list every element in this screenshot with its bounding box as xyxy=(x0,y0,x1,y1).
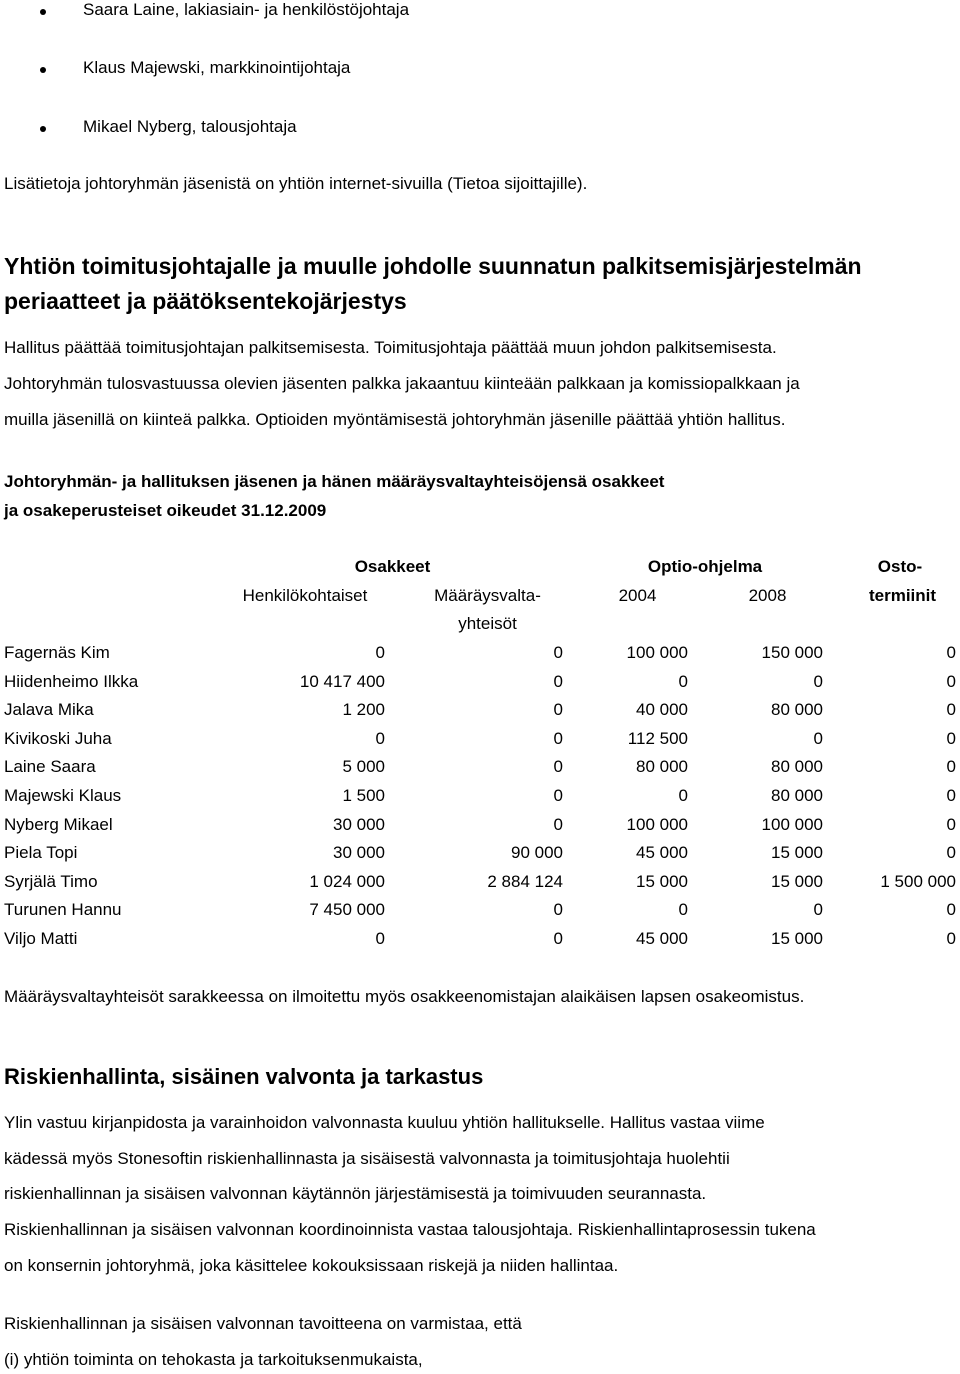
paragraph-line: muilla jäsenillä on kiinteä palkka. Optioiden myöntämisestä johtoryhmän jäsenille päättää yhtiön hallitus. xyxy=(4,410,786,429)
cell-2008: 15 000 xyxy=(771,843,823,862)
cell-2004: 112 500 xyxy=(627,729,688,748)
cell-controlled: 90 000 xyxy=(511,843,563,862)
cell-2008: 100 000 xyxy=(761,815,823,834)
table-note: Määräysvaltayhteisöt sarakkeessa on ilmoitettu myös osakkeenomistajan alaikäisen lapsen osakeomistus. xyxy=(4,987,805,1006)
cell-personal: 30 000 xyxy=(333,815,385,834)
cell-2004: 40 000 xyxy=(636,700,688,719)
cell-2008: 150 000 xyxy=(761,643,823,662)
cell-forwards: 1 500 000 xyxy=(880,872,956,891)
cell-personal: 0 xyxy=(375,643,385,662)
cell-name: Turunen Hannu xyxy=(4,900,122,919)
header-controlled: yhteisöt xyxy=(458,614,517,633)
cell-personal: 30 000 xyxy=(333,843,385,862)
cell-personal: 7 450 000 xyxy=(309,900,385,919)
cell-2004: 80 000 xyxy=(636,757,688,776)
cell-2004: 100 000 xyxy=(626,643,688,662)
cell-personal: 1 500 xyxy=(342,786,385,805)
cell-name: Fagernäs Kim xyxy=(4,643,110,662)
cell-2008: 15 000 xyxy=(771,929,823,948)
list-item: Klaus Majewski, markkinointijohtaja xyxy=(83,58,351,77)
paragraph-line: Riskienhallinnan ja sisäisen valvonnan koordinoinnista vastaa talousjohtaja. Riskienhallintaprosessin tukena xyxy=(4,1220,816,1239)
cell-forwards: 0 xyxy=(946,815,956,834)
cell-forwards: 0 xyxy=(946,786,956,805)
paragraph-line: Hallitus päättää toimitusjohtajan palkitsemisesta. Toimitusjohtaja päättää muun johdon palkitsemisesta. xyxy=(4,338,777,357)
paragraph-line: Johtoryhmän tulosvastuussa olevien jäsenten palkka jakaantuu kiinteään palkkaan ja komissiopalkkaan ja xyxy=(4,374,800,393)
cell-2008: 80 000 xyxy=(771,757,823,776)
cell-controlled: 0 xyxy=(553,929,563,948)
cell-forwards: 0 xyxy=(946,672,956,691)
cell-forwards: 0 xyxy=(946,900,956,919)
cell-name: Hiidenheimo Ilkka xyxy=(4,672,139,691)
paragraph-line: on konsernin johtoryhmä, joka käsittelee kokouksissaan riskejä ja niiden hallintaa. xyxy=(4,1256,619,1275)
cell-controlled: 0 xyxy=(553,729,563,748)
cell-2004: 15 000 xyxy=(636,872,688,891)
cell-name: Kivikoski Juha xyxy=(4,729,112,748)
list-item: Mikael Nyberg, talousjohtaja xyxy=(83,117,297,136)
cell-forwards: 0 xyxy=(946,729,956,748)
cell-controlled: 0 xyxy=(553,700,563,719)
cell-controlled: 0 xyxy=(553,900,563,919)
cell-2008: 15 000 xyxy=(771,872,823,891)
cell-name: Viljo Matti xyxy=(4,929,78,948)
header-controlled: Määräysvalta- xyxy=(434,586,541,605)
cell-2004: 45 000 xyxy=(636,929,688,948)
cell-personal: 10 417 400 xyxy=(299,672,385,691)
bullet-dot xyxy=(40,9,46,15)
header-2008: 2008 xyxy=(748,586,787,605)
cell-2008: 0 xyxy=(813,672,823,691)
cell-2004: 0 xyxy=(678,900,688,919)
paragraph-line: kädessä myös Stonesoftin riskienhallinnasta ja sisäisestä valvonnasta ja toimitusjohtaja huolehtii xyxy=(4,1149,730,1168)
cell-personal: 1 024 000 xyxy=(309,872,385,891)
header-options: Optio-ohjelma xyxy=(647,557,763,576)
header-shares: Osakkeet xyxy=(354,557,431,576)
header-forwards: termiinit xyxy=(868,586,937,605)
cell-2004: 100 000 xyxy=(626,815,688,834)
cell-controlled: 0 xyxy=(553,815,563,834)
cell-controlled: 0 xyxy=(553,786,563,805)
cell-name: Piela Topi xyxy=(4,843,78,862)
cell-controlled: 0 xyxy=(553,757,563,776)
cell-forwards: 0 xyxy=(946,643,956,662)
cell-controlled: 0 xyxy=(553,643,563,662)
cell-2004: 0 xyxy=(678,672,688,691)
table-heading: ja osakeperusteiset oikeudet 31.12.2009 xyxy=(4,501,327,520)
cell-personal: 1 200 xyxy=(342,700,385,719)
cell-2008: 80 000 xyxy=(771,700,823,719)
cell-personal: 5 000 xyxy=(342,757,385,776)
cell-controlled: 0 xyxy=(553,672,563,691)
header-personal: Henkilökohtaiset xyxy=(242,586,368,605)
cell-controlled: 2 884 124 xyxy=(487,872,563,891)
header-2004: 2004 xyxy=(618,586,657,605)
intro-note: Lisätietoja johtoryhmän jäsenistä on yhtiön internet-sivuilla (Tietoa sijoittajille). xyxy=(4,174,588,193)
cell-name: Nyberg Mikael xyxy=(4,815,113,834)
bullet-dot xyxy=(40,126,46,132)
cell-name: Majewski Klaus xyxy=(4,786,122,805)
paragraph-line: Ylin vastuu kirjanpidosta ja varainhoidon valvonnasta kuuluu yhtiön hallitukselle. Hallitus vastaa viime xyxy=(4,1113,765,1132)
header-forwards: Osto- xyxy=(877,557,923,576)
section-heading: Riskienhallinta, sisäinen valvonta ja tarkastus xyxy=(4,1064,484,1089)
section-heading: periaatteet ja päätöksentekojärjestys xyxy=(4,288,407,314)
cell-personal: 0 xyxy=(375,729,385,748)
cell-2008: 80 000 xyxy=(771,786,823,805)
paragraph-line: Riskienhallinnan ja sisäisen valvonnan tavoitteena on varmistaa, että xyxy=(4,1314,522,1333)
cell-name: Syrjälä Timo xyxy=(4,872,98,891)
section-heading: Yhtiön toimitusjohtajalle ja muulle johdolle suunnatun palkitsemisjärjestelmän xyxy=(4,253,862,279)
cell-forwards: 0 xyxy=(946,843,956,862)
cell-forwards: 0 xyxy=(946,700,956,719)
cell-name: Jalava Mika xyxy=(4,700,94,719)
cell-2004: 0 xyxy=(678,786,688,805)
paragraph-line: (i) yhtiön toiminta on tehokasta ja tarkoituksenmukaista, xyxy=(4,1350,423,1369)
bullet-dot xyxy=(40,67,46,73)
cell-personal: 0 xyxy=(375,929,385,948)
cell-forwards: 0 xyxy=(946,929,956,948)
cell-2008: 0 xyxy=(813,900,823,919)
cell-name: Laine Saara xyxy=(4,757,96,776)
cell-2008: 0 xyxy=(813,729,823,748)
list-item: Saara Laine, lakiasiain- ja henkilöstöjohtaja xyxy=(83,0,410,19)
table-heading: Johtoryhmän- ja hallituksen jäsenen ja hänen määräysvaltayhteisöjensä osakkeet xyxy=(4,472,665,491)
paragraph-line: riskienhallinnan ja sisäisen valvonnan käytännön järjestämisestä ja toimivuuden seurannasta. xyxy=(4,1184,707,1203)
cell-2004: 45 000 xyxy=(636,843,688,862)
cell-forwards: 0 xyxy=(946,757,956,776)
